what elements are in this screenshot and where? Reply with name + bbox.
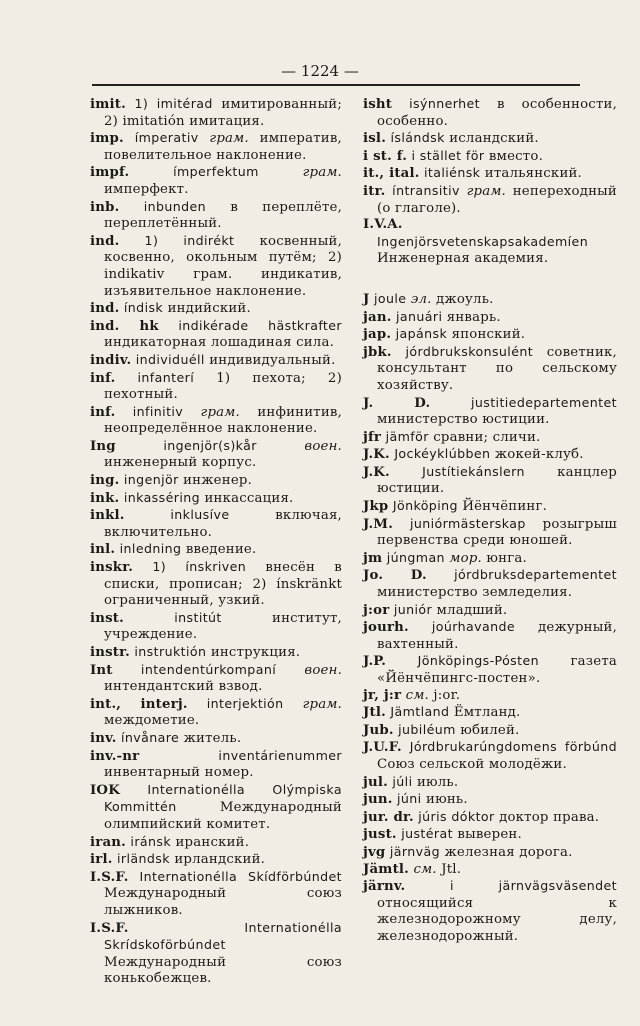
- entry-abbreviation: J. D.: [363, 395, 431, 411]
- entry-russian: Jtl.: [441, 861, 462, 877]
- entry-swedish: inbunden: [143, 198, 207, 214]
- entry-abbreviation: jbk.: [363, 344, 392, 360]
- entry-abbreviation: j:or: [363, 602, 390, 618]
- dictionary-entry: [363, 567, 617, 601]
- entry-russian: имитированный; 2) imitatión имитация.: [104, 97, 342, 129]
- header-rule: [92, 84, 580, 86]
- dictionary-entry: [363, 429, 617, 447]
- entry-russian: итальянский.: [484, 166, 582, 182]
- entry-abbreviation: J: [363, 291, 370, 307]
- entry-abbreviation: jun.: [363, 792, 393, 808]
- entry-abbreviation: J.M.: [363, 516, 394, 532]
- entry-abbreviation: i st. f.: [363, 148, 408, 164]
- entry-swedish: inkasséring: [123, 489, 201, 505]
- dictionary-entry: [363, 309, 617, 327]
- dictionary-entry: [363, 217, 617, 268]
- entry-swedish: instruktión: [134, 644, 207, 659]
- dictionary-entry: [363, 291, 617, 309]
- entry-russian: вместо.: [488, 148, 543, 164]
- entry-abbreviation: indiv.: [90, 352, 132, 368]
- dictionary-entry: [90, 352, 342, 370]
- entry-swedish: jórdbruksdepartementet: [454, 567, 617, 583]
- dictionary-entry: [90, 438, 342, 472]
- entry-russian: железная дорога.: [444, 844, 573, 860]
- page-number: — 1224 —: [281, 62, 359, 80]
- entry-grammar-label: эл.: [410, 291, 432, 307]
- entry-swedish: joúrhavande: [431, 619, 516, 635]
- entry-abbreviation: Int: [90, 662, 113, 678]
- entry-russian: индийский.: [167, 301, 251, 317]
- entry-grammar-label: грам.: [466, 183, 506, 199]
- entry-abbreviation: järnv.: [363, 879, 406, 895]
- entry-abbreviation: inf.: [90, 370, 116, 386]
- entry-russian: министерство юстиции.: [377, 412, 550, 428]
- entry-swedish: Ingenjörsvetenskapsakademíen: [377, 233, 589, 249]
- entry-russian: юнга.: [486, 550, 527, 566]
- entry-swedish: Internationélla Skídförbúndet: [139, 868, 342, 884]
- dictionary-entry: [90, 130, 342, 164]
- entry-swedish: jórdbrukskonsulént: [405, 343, 534, 359]
- dictionary-entry: [90, 300, 342, 318]
- entry-abbreviation: Jub.: [363, 722, 394, 738]
- entry-russian: j:or.: [433, 687, 461, 703]
- entry-russian: младший.: [436, 602, 508, 618]
- dictionary-entry: [363, 862, 617, 879]
- dictionary-entry: [363, 774, 617, 792]
- dictionary-entry: [363, 704, 617, 722]
- dictionary-entry: [90, 782, 342, 834]
- dictionary-entry: [363, 791, 617, 809]
- entry-russian: индивидуальный.: [209, 352, 336, 368]
- entry-grammar-label: грам.: [209, 131, 249, 147]
- entry-swedish: i stället för: [411, 147, 485, 163]
- entry-swedish: júris dóktor: [418, 808, 495, 824]
- entry-swedish: ingenjör(s)kår: [163, 437, 257, 453]
- dictionary-entry: [363, 619, 617, 653]
- entry-russian: 1) пехота; 2) пехотный.: [104, 370, 342, 403]
- dictionary-entry: [90, 869, 342, 920]
- dictionary-entry: [363, 826, 617, 844]
- dictionary-entry: [90, 730, 342, 748]
- dictionary-entry: [363, 183, 617, 217]
- dictionary-entry: [90, 541, 342, 559]
- entry-abbreviation: jfr: [363, 429, 382, 445]
- entry-russian: внесён в списки, прописан; 2) ínskränkt ограниченный, узкий.: [104, 560, 342, 609]
- entry-swedish: Jórdbrukarúngdomens förbúnd: [409, 739, 617, 755]
- dictionary-entry: [363, 878, 617, 945]
- entry-swedish: júngman: [386, 549, 445, 565]
- entry-swedish: infanterí: [137, 369, 195, 385]
- entry-swedish: ingenjör: [123, 472, 179, 488]
- entry-russian: индикаторная лошадиная сила.: [104, 335, 334, 351]
- entry-russian: инкассация.: [204, 490, 294, 506]
- dictionary-entry: [363, 844, 617, 862]
- entry-russian: Инженерная академия.: [377, 251, 549, 267]
- entry-swedish: järnväg: [389, 843, 440, 859]
- entry-russian: в особенности, особенно.: [377, 97, 617, 129]
- entry-swedish: Jönköpings-Pósten: [417, 653, 540, 669]
- entry-russian: доктор права.: [499, 809, 600, 825]
- entry-russian: в переплёте, переплетённый.: [104, 199, 342, 232]
- dictionary-entry: [363, 130, 617, 148]
- entry-swedish: iránsk: [130, 833, 172, 849]
- entry-swedish: i järnvägsväsendet: [450, 878, 617, 894]
- entry-swedish: inledning: [119, 541, 182, 557]
- dictionary-entry: [90, 644, 342, 662]
- entry-swedish: Justítiekánslern: [422, 463, 525, 479]
- entry-abbreviation: jourh.: [363, 620, 409, 636]
- dictionary-entry: [90, 559, 342, 610]
- entry-grammar-label: мор.: [449, 550, 482, 566]
- dictionary-entry: [363, 148, 617, 166]
- entry-abbreviation: Jo. D.: [363, 568, 427, 584]
- entry-russian: включая, включительно.: [104, 508, 342, 540]
- entry-abbreviation: isht: [363, 97, 393, 112]
- dictionary-entry: [363, 809, 617, 827]
- entry-swedish: irländsk: [116, 851, 170, 867]
- dictionary-entry: [90, 318, 342, 352]
- entry-russian: розыгрыш первенства среди юношей.: [377, 516, 617, 549]
- dictionary-entry: [90, 834, 342, 852]
- entry-russian: июль.: [416, 774, 459, 790]
- entry-abbreviation: imit.: [90, 97, 126, 112]
- entry-abbreviation: I.S.F.: [90, 869, 129, 885]
- dictionary-entry: [363, 653, 617, 687]
- entry-abbreviation: Jämtl.: [363, 861, 409, 877]
- entry-russian: интендантский взвод.: [104, 679, 263, 695]
- entry-abbreviation: itr.: [363, 183, 386, 199]
- entry-abbreviation: jap.: [363, 327, 392, 343]
- entry-swedish: justitiedepartementet: [470, 394, 617, 410]
- entry-russian: Союз сельской молодёжи.: [377, 756, 567, 772]
- entry-abbreviation: inf.: [90, 404, 116, 420]
- dictionary-entry: [90, 662, 342, 696]
- dictionary-entry: [363, 96, 617, 130]
- entry-abbreviation: J.P.: [363, 654, 387, 670]
- entry-russian: канцлер юстиции.: [377, 464, 617, 497]
- entry-abbreviation: Jtl.: [363, 705, 386, 721]
- entry-russian: междометие.: [104, 713, 200, 729]
- entry-russian: косвенный, косвенно, окольным путём; 2) indikativ грам. индикатив, изъявительное наклонение.: [104, 233, 342, 299]
- entry-swedish: 1) indirékt: [144, 232, 235, 248]
- entry-swedish: íslándsk: [390, 130, 445, 146]
- dictionary-entry: [90, 748, 342, 782]
- entry-russian: инженерный корпус.: [104, 455, 257, 471]
- entry-russian: сравни; сличи.: [433, 429, 541, 445]
- entry-swedish: ímperativ: [134, 130, 199, 146]
- entry-abbreviation: I.S.F.: [90, 920, 129, 936]
- entry-abbreviation: inb.: [90, 199, 120, 215]
- dictionary-entry: [90, 96, 342, 130]
- entry-grammar-label: воен.: [304, 662, 342, 678]
- entry-abbreviation: Ing: [90, 438, 116, 454]
- entry-swedish: institút: [174, 609, 222, 625]
- entry-swedish: Jönköping: [392, 498, 458, 514]
- dictionary-entry: [90, 199, 342, 233]
- entry-abbreviation: inv.: [90, 730, 117, 746]
- entry-swedish: Internationélla Skrídskoförbúndet: [104, 919, 342, 953]
- entry-abbreviation: ind.: [90, 301, 120, 317]
- entry-russian: институт, учреждение.: [104, 610, 342, 643]
- entry-russian: Ёмтланд.: [453, 705, 521, 721]
- entry-abbreviation: impf.: [90, 165, 130, 181]
- entry-swedish: individuéll: [135, 351, 205, 367]
- entry-swedish: 1) ínskriven: [152, 559, 247, 575]
- entry-swedish: italiénsk: [424, 165, 481, 181]
- dictionary-entry: [363, 326, 617, 344]
- dictionary-entry: [363, 498, 617, 516]
- dictionary-entry: [363, 165, 617, 183]
- entry-swedish: indikérade hästkrafter: [178, 317, 342, 333]
- entry-swedish: isýnnerhet: [409, 96, 480, 111]
- right-column: [363, 96, 617, 946]
- entry-abbreviation: J.K.: [363, 464, 390, 480]
- entry-russian: относящийся к железнодорожному делу, железнодорожный.: [377, 895, 617, 944]
- entry-abbreviation: ind.: [90, 233, 120, 249]
- entry-russian: японский.: [451, 327, 526, 343]
- entry-russian: исландский.: [449, 131, 539, 147]
- entry-abbreviation: jvg: [363, 844, 386, 860]
- entry-abbreviation: jm: [363, 550, 383, 566]
- entry-swedish: inklusíve: [170, 507, 230, 523]
- entry-abbreviation: inl.: [90, 542, 116, 558]
- entry-abbreviation: isl.: [363, 131, 387, 147]
- entry-abbreviation: inv.-nr: [90, 748, 140, 764]
- entry-swedish: januári: [395, 308, 443, 324]
- entry-russian: имперфект.: [104, 181, 189, 197]
- entry-abbreviation: ing.: [90, 473, 120, 489]
- entry-abbreviation: ink.: [90, 490, 120, 506]
- entry-swedish: japánsk: [395, 326, 448, 342]
- entry-swedish: jubiléum: [398, 721, 456, 737]
- entry-abbreviation: I.V.A.: [363, 217, 403, 233]
- entry-swedish: intendentúrkompaní: [140, 661, 277, 677]
- entry-russian: Йёнчёпинг.: [462, 499, 548, 515]
- entry-abbreviation: it., ital.: [363, 166, 420, 182]
- entry-russian: житель.: [183, 730, 242, 746]
- entry-russian: дежурный, вахтенный.: [377, 620, 617, 652]
- entry-swedish: jämför: [385, 428, 429, 444]
- entry-swedish: 1) imitérad: [134, 96, 213, 111]
- dictionary-entry: [90, 404, 342, 438]
- entry-russian: советник, консультант по сельскому хозяйству.: [377, 344, 617, 393]
- entry-russian: жокей-клуб.: [494, 447, 584, 463]
- entry-russian: инфинитив, неопределённое наклонение.: [104, 404, 342, 437]
- dictionary-entry: [363, 395, 617, 429]
- entry-swedish: juniórmästerskap: [409, 515, 526, 531]
- dictionary-entry: [363, 446, 617, 464]
- dictionary-entry: [90, 696, 342, 730]
- entry-abbreviation: instr.: [90, 645, 130, 660]
- entry-russian: ирландский.: [174, 852, 266, 868]
- dictionary-entry: [363, 550, 617, 568]
- dictionary-entry: [363, 516, 617, 550]
- dictionary-entry: [363, 688, 617, 705]
- entry-swedish: interjektión: [206, 695, 284, 711]
- entry-grammar-label: грам.: [200, 404, 240, 420]
- entry-swedish: Jockéyklúbben: [394, 446, 491, 462]
- entry-russian: Международный союз лыжников.: [104, 886, 342, 918]
- entry-abbreviation: irl.: [90, 852, 113, 868]
- entry-swedish: joule: [373, 290, 407, 306]
- entry-swedish: ímperfektum: [173, 164, 259, 180]
- entry-swedish: júni: [397, 791, 422, 807]
- entry-abbreviation: just.: [363, 827, 397, 843]
- entry-russian: январь.: [446, 309, 501, 325]
- entry-abbreviation: jul.: [363, 774, 388, 790]
- entry-abbreviation: J.K.: [363, 447, 390, 463]
- entry-swedish: justérat: [401, 826, 453, 842]
- dictionary-entry: [363, 739, 617, 773]
- entry-grammar-label: см.: [405, 687, 429, 703]
- dictionary-entry: [363, 722, 617, 740]
- entry-abbreviation: jur. dr.: [363, 809, 414, 825]
- entry-russian: непереходный (о глаголе).: [377, 183, 617, 216]
- dictionary-entry: [90, 233, 342, 300]
- dictionary-entry: [90, 610, 342, 644]
- entry-swedish: Jämtland: [390, 704, 450, 720]
- entry-russian: Международный олимпийский комитет.: [104, 800, 342, 832]
- entry-russian: джоуль.: [436, 291, 494, 307]
- entry-swedish: inventárienummer: [218, 747, 342, 763]
- entry-abbreviation: ind. hk: [90, 318, 159, 334]
- entry-abbreviation: inskr.: [90, 560, 134, 576]
- dictionary-entry: [90, 851, 342, 869]
- entry-russian: выверен.: [457, 827, 522, 843]
- entry-swedish: ínvånare: [120, 729, 180, 745]
- entry-russian: инструкция.: [210, 645, 301, 660]
- entry-grammar-label: грам.: [302, 696, 342, 712]
- entry-swedish: infinitiv: [132, 403, 184, 419]
- entry-abbreviation: iran.: [90, 834, 126, 850]
- dictionary-entry: [90, 920, 342, 988]
- entry-russian: введение.: [185, 542, 257, 558]
- entry-russian: юбилей.: [460, 722, 520, 738]
- entry-swedish: júli: [392, 773, 413, 789]
- entry-abbreviation: IOK: [90, 782, 120, 798]
- entry-russian: Международный союз конькобежцев.: [104, 954, 342, 987]
- entry-russian: иранский.: [175, 834, 250, 850]
- dictionary-entry: [363, 464, 617, 498]
- entry-abbreviation: jr, j:r: [363, 687, 402, 703]
- dictionary-entry: [90, 370, 342, 404]
- entry-abbreviation: J.U.F.: [363, 740, 402, 756]
- entry-abbreviation: imp.: [90, 131, 124, 147]
- entry-russian: императив, повелительное наклонение.: [104, 131, 342, 163]
- entry-russian: министерство земледелия.: [377, 585, 573, 601]
- entry-swedish: Internationélla Olýmpiska Kommittén: [104, 781, 342, 815]
- dictionary-entry: [90, 164, 342, 198]
- entry-abbreviation: int., interj.: [90, 696, 188, 712]
- entry-swedish: íntransitiv: [392, 182, 460, 198]
- dictionary-entry: [90, 490, 342, 508]
- dictionary-entry: [363, 602, 617, 620]
- left-column: [90, 96, 342, 988]
- entry-abbreviation: inkl.: [90, 508, 125, 524]
- entry-russian: газета «Йёнчёпингс-постен».: [377, 654, 617, 686]
- entry-abbreviation: jan.: [363, 309, 392, 325]
- entry-abbreviation: Jkp: [363, 499, 389, 515]
- entry-russian: инженер.: [183, 473, 253, 489]
- entry-abbreviation: inst.: [90, 610, 124, 626]
- entry-grammar-label: грам.: [302, 165, 342, 181]
- dictionary-entry: [363, 344, 617, 395]
- entry-swedish: juniór: [393, 601, 433, 617]
- entry-swedish: índisk: [123, 300, 164, 316]
- dictionary-entry: [90, 507, 342, 541]
- entry-grammar-label: см.: [413, 861, 437, 877]
- dictionary-entry: [90, 472, 342, 490]
- entry-grammar-label: воен.: [304, 438, 342, 454]
- entry-russian: инвентарный номер.: [104, 765, 254, 781]
- entry-russian: июнь.: [426, 792, 468, 808]
